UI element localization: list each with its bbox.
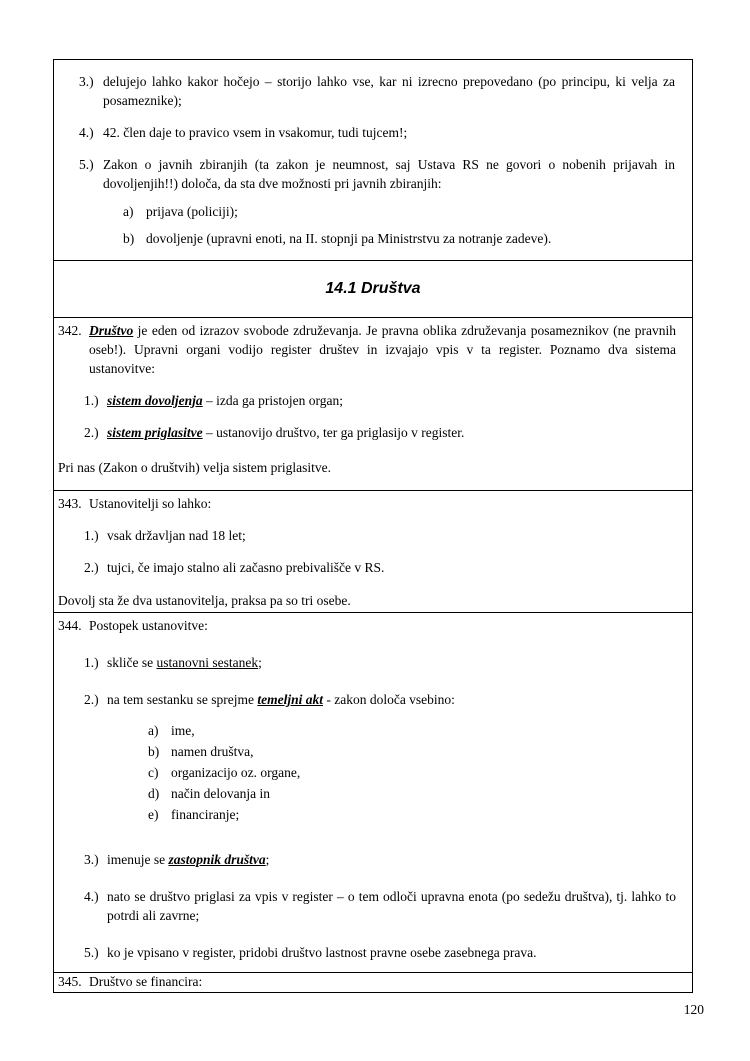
section-number: 343.	[58, 496, 82, 511]
sub-list-item-text: prijava (policiji);	[146, 204, 238, 219]
list-item	[79, 155, 675, 193]
list-item-number: 3.)	[84, 852, 99, 867]
list-item-number: 2.)	[84, 692, 99, 707]
sub-list-item	[148, 721, 676, 740]
list-item-text: sistem priglasitve – ustanovijo društvo, ter ga priglasijo v register.	[107, 425, 465, 440]
box-section-344	[53, 612, 693, 973]
sub-list-item-letter: c)	[148, 765, 159, 780]
sub-list-item-letter: a)	[148, 723, 159, 738]
list-item-number: 5.)	[79, 157, 94, 172]
list-item	[84, 887, 676, 925]
section-intro-text: Postopek ustanovitve:	[89, 618, 208, 633]
sub-list-item-letter: d)	[148, 786, 160, 801]
sub-list-item-letter: a)	[123, 204, 134, 219]
list-item-text: imenuje se zastopnik društva;	[107, 852, 270, 867]
list-item	[79, 123, 675, 142]
section-note: Pri nas (Zakon o društvih) velja sistem priglasitve.	[58, 460, 331, 475]
box-section-342	[53, 317, 693, 491]
list-item-number: 1.)	[84, 393, 99, 408]
sub-list-item	[148, 784, 676, 803]
section-heading: 14.1 Društva	[325, 280, 421, 297]
list-item-number: 2.)	[84, 560, 99, 575]
list-item	[84, 558, 676, 577]
sub-list-item	[148, 742, 676, 761]
list-item-number: 4.)	[79, 125, 94, 140]
list-item	[79, 72, 675, 110]
list-item-text: 42. člen daje to pravico vsem in vsakomur, tudi tujcem!;	[103, 125, 408, 140]
list-item-text: delujejo lahko kakor hočejo – storijo lahko vse, kar ni izrecno prepovedano (po principu, ki velja za posameznike);	[103, 74, 675, 108]
box-section-heading	[53, 260, 693, 318]
sub-list-item	[123, 229, 675, 248]
list-item-text: skliče se ustanovni sestanek;	[107, 655, 262, 670]
section-list	[84, 391, 676, 442]
list-item	[84, 850, 676, 869]
section-intro-text: Društvo je eden od izrazov svobode združevanja. Je pravna oblika združevanja posameznikov (ne pravnih oseb!). Upravni organi vodijo register društev in izvajajo vpis v ta register. Poznamo dva sistema ustanovitve:	[89, 323, 676, 376]
sub-list-item-letter: e)	[148, 807, 159, 822]
sub-list-item	[148, 763, 676, 782]
list-item-text: sistem dovoljenja – izda ga pristojen organ;	[107, 393, 343, 408]
sub-list	[123, 202, 675, 248]
sub-list-item-text: način delovanja in	[171, 786, 270, 801]
section-paragraph	[58, 321, 676, 378]
sub-list-item-text: namen društva,	[171, 744, 254, 759]
box-section-345	[53, 972, 693, 993]
section-paragraph	[58, 974, 676, 990]
page-number: 120	[683, 1002, 704, 1017]
section-intro-text: Društvo se financira:	[89, 974, 203, 989]
list-item-text: tujci, če imajo stalno ali začasno prebivališče v RS.	[107, 560, 385, 575]
document-content	[53, 59, 704, 1019]
sub-list-item	[123, 202, 675, 221]
sub-list-item-text: dovoljenje (upravni enoti, na II. stopnji pa Ministrstvu za notranje zadeve).	[146, 231, 552, 246]
list-item-number: 1.)	[84, 655, 99, 670]
list-item-number: 5.)	[84, 945, 99, 960]
section-number: 344.	[58, 618, 82, 633]
section-list	[84, 526, 676, 577]
list-item	[84, 653, 676, 672]
list-item-number: 1.)	[84, 528, 99, 543]
section-number: 342.	[58, 323, 82, 338]
list-item	[84, 526, 676, 545]
sub-list-item-letter: b)	[148, 744, 160, 759]
section-intro-text: Ustanovitelji so lahko:	[89, 496, 212, 511]
sub-list-item-text: financiranje;	[171, 807, 240, 822]
list-item-number: 4.)	[84, 889, 99, 904]
list-item-number: 3.)	[79, 74, 94, 89]
list-item-text: Zakon o javnih zbiranjih (ta zakon je neumnost, saj Ustava RS ne govori o nobenih prijavah in dovoljenjih!!) določa, da sta dve možnosti pri javnih zbiranjih:	[103, 157, 675, 191]
sub-list-item-text: ime,	[171, 723, 195, 738]
section-number: 345.	[58, 974, 82, 989]
list-item-text: na tem sestanku se sprejme temeljni akt - zakon določa vsebino:	[107, 692, 455, 707]
list-item	[84, 690, 676, 709]
sub-list-item-letter: b)	[123, 231, 135, 246]
section-paragraph	[58, 616, 676, 635]
list-item	[84, 943, 676, 962]
list-item-text: ko je vpisano v register, pridobi društvo lastnost pravne osebe zasebnega prava.	[107, 945, 537, 960]
section-note: Dovolj sta že dva ustanovitelja, praksa pa so tri osebe.	[58, 593, 351, 608]
box-section-343	[53, 490, 693, 613]
section-list	[84, 653, 676, 962]
sub-list	[148, 721, 676, 824]
list-item-text: nato se društvo priglasi za vpis v register – o tem odloči upravna enota (po sedežu društva), tj. lahko to potrdi ali zavrne;	[107, 889, 676, 923]
section-paragraph	[58, 494, 676, 513]
list-item-text: vsak državljan nad 18 let;	[107, 528, 246, 543]
sub-list-item-text: organizacijo oz. organe,	[171, 765, 301, 780]
list-item	[84, 391, 676, 410]
sub-list-item	[148, 805, 676, 824]
box-previous-section-items	[53, 59, 693, 261]
list-item	[84, 423, 676, 442]
list-item-number: 2.)	[84, 425, 99, 440]
